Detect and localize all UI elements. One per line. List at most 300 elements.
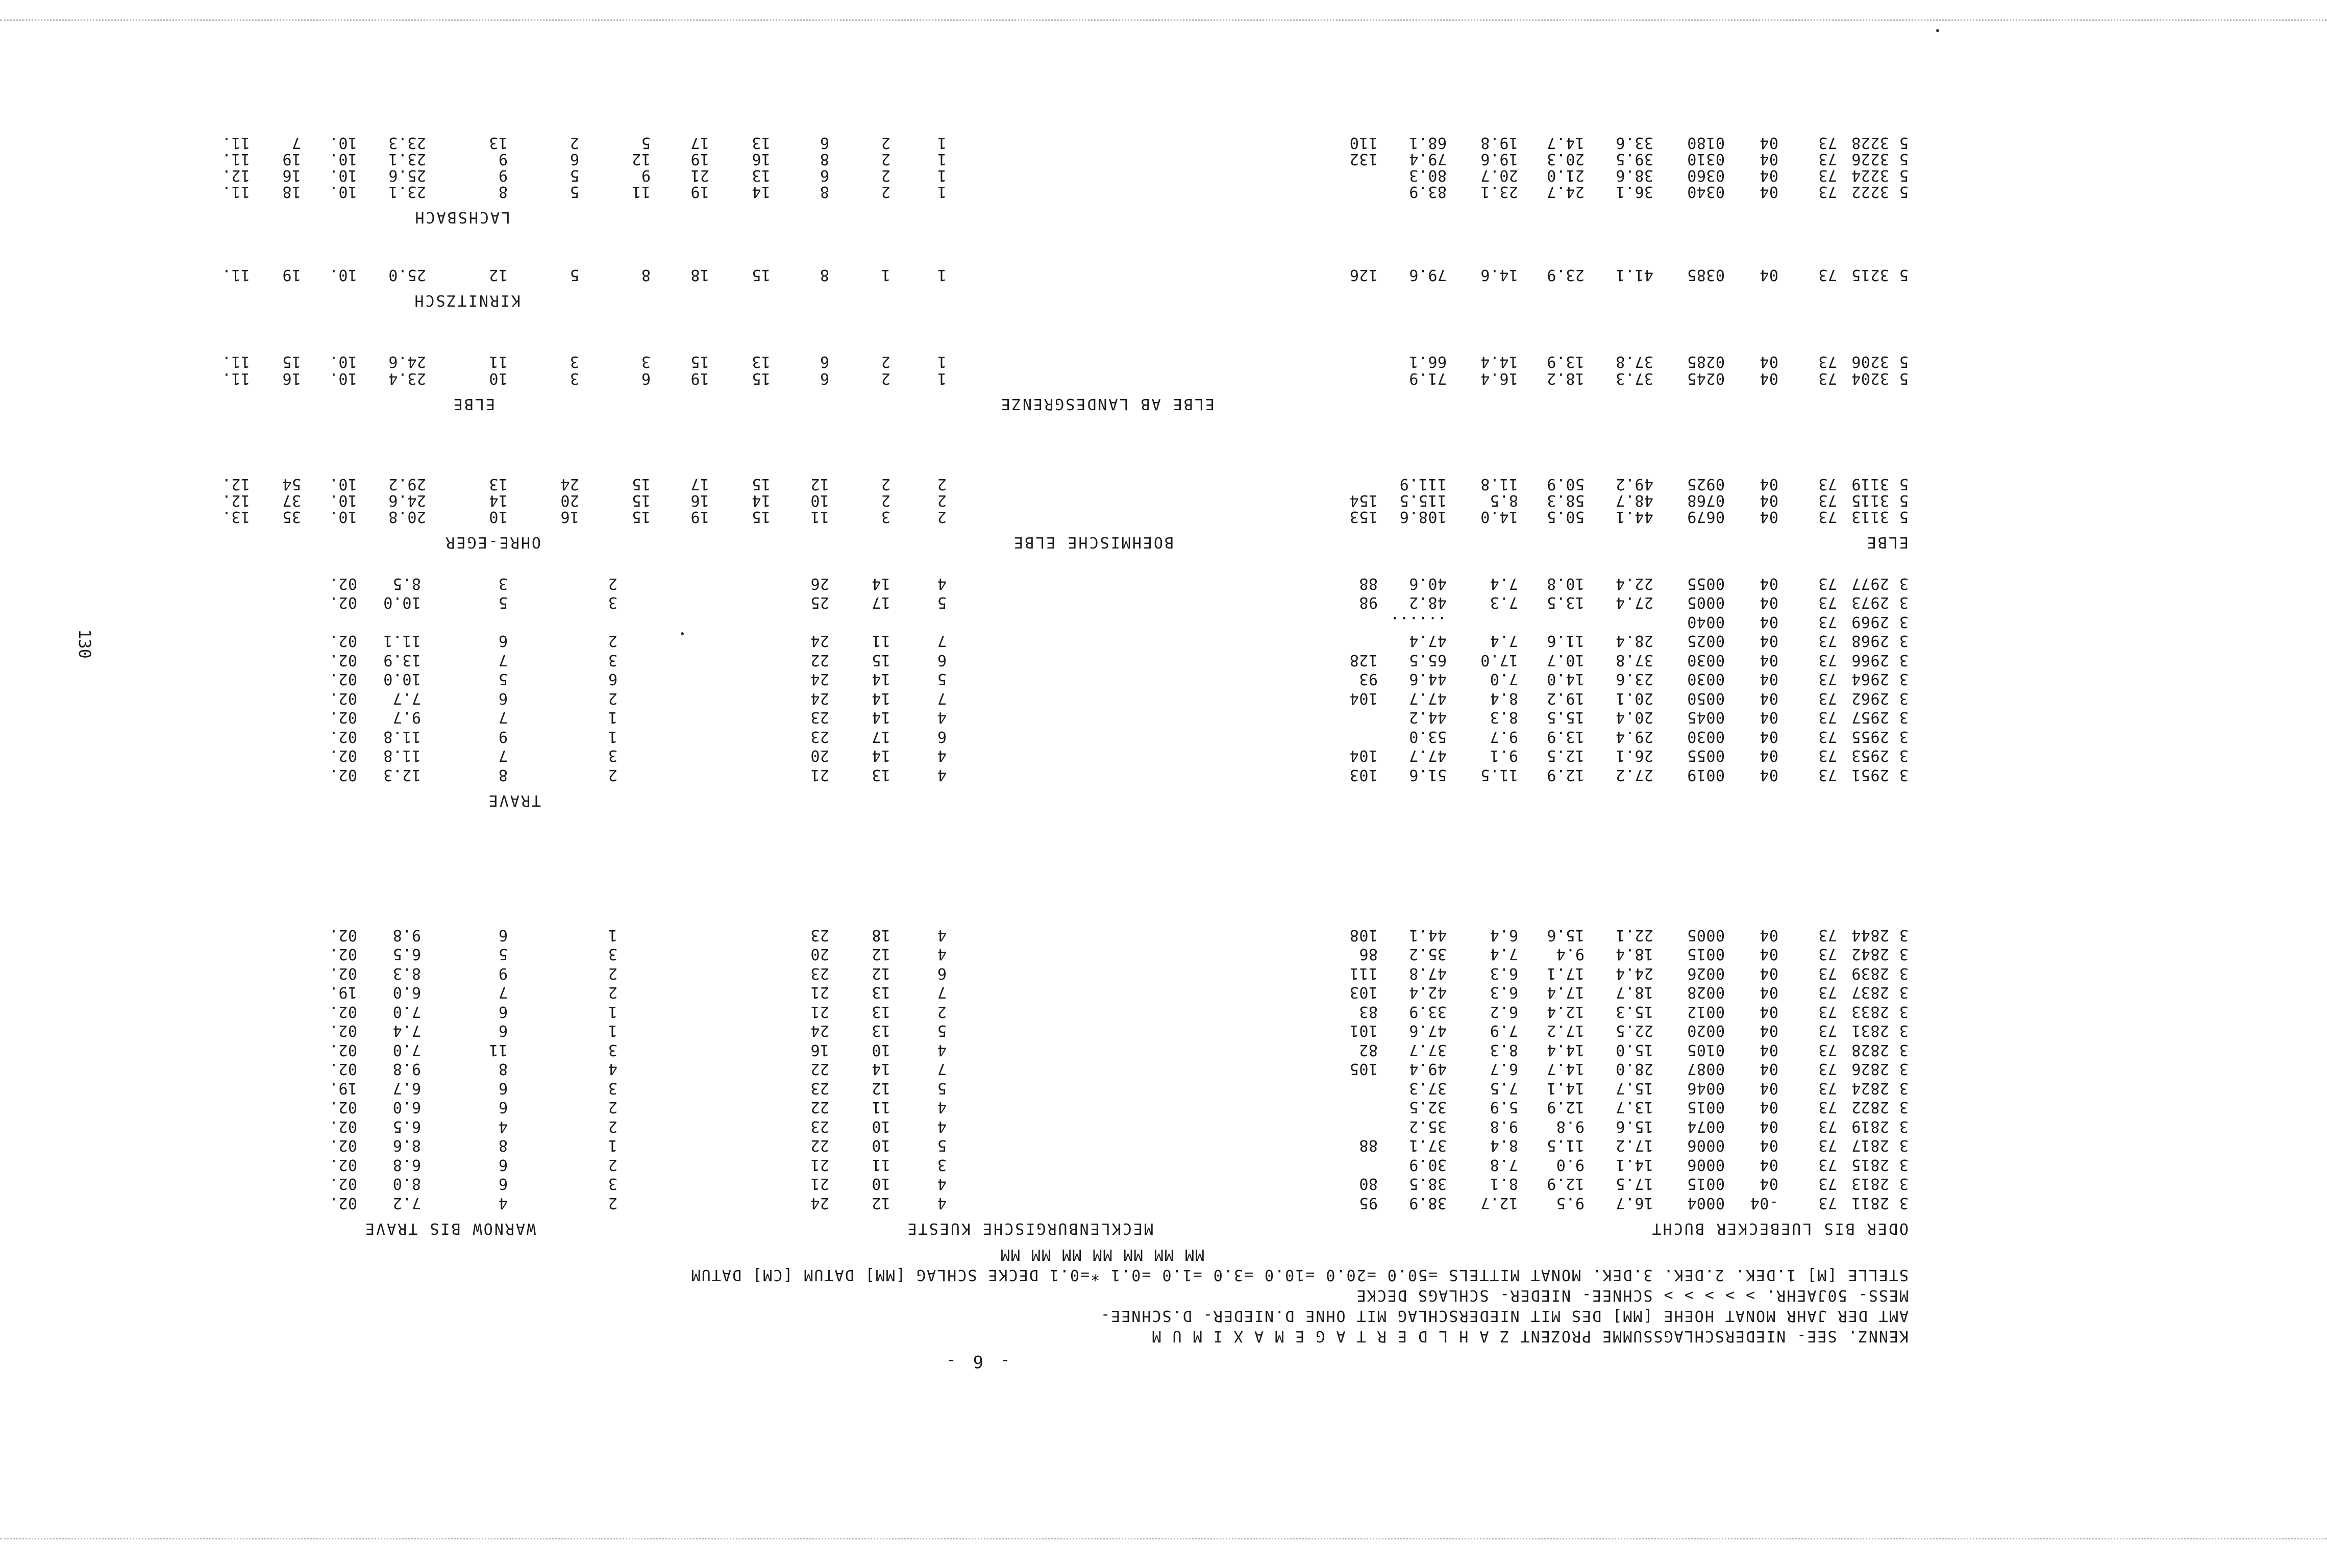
table-cell: 11 bbox=[871, 1098, 890, 1116]
table-cell: 04 bbox=[1759, 1117, 1778, 1135]
table-cell: 25 bbox=[810, 593, 829, 612]
table-cell: 10.0 bbox=[383, 593, 421, 612]
table-cell: 2 bbox=[937, 508, 947, 526]
table-cell: 12 bbox=[871, 1079, 890, 1097]
table-cell: 0020 bbox=[1687, 1022, 1725, 1040]
table-cell: 2 bbox=[608, 1156, 617, 1174]
table-cell: 21 bbox=[810, 766, 829, 784]
table-cell: 4 bbox=[937, 945, 947, 963]
table-cell: 19.2 bbox=[1546, 689, 1585, 707]
table-cell: 0006 bbox=[1687, 1156, 1725, 1174]
table-cell: 2839 bbox=[1851, 964, 1889, 982]
table-cell: 6 bbox=[820, 353, 829, 370]
table-cell: 7 bbox=[937, 1060, 947, 1078]
table-cell: 3 bbox=[1899, 1098, 1909, 1116]
table-cell: 04 bbox=[1759, 183, 1778, 201]
header-line: STELLE [M] 1.DEK. 2.DEK. 3.DEK. MONAT MITTELS =50.0 =20.0 =10.0 =3.0 =1.0 =0.1 *=0.1 DECKE SCHLAG [MM] DATUM [CM] DATUM bbox=[690, 1266, 1909, 1284]
table-cell: 11 bbox=[871, 632, 890, 650]
table-cell: 73 bbox=[1818, 746, 1837, 765]
table-cell: 73 bbox=[1818, 1117, 1837, 1135]
table-cell: 10 bbox=[871, 1117, 890, 1135]
table-cell: 13 bbox=[488, 134, 508, 152]
table-cell: 33.6 bbox=[1615, 134, 1653, 152]
table-cell: 5 bbox=[1899, 353, 1909, 370]
table-cell: 15.6 bbox=[1546, 926, 1585, 944]
table-cell: 7 bbox=[498, 983, 508, 1002]
table-cell: 18.7 bbox=[1615, 983, 1653, 1002]
table-cell: 47.8 bbox=[1408, 964, 1447, 982]
table-cell: 73 bbox=[1818, 150, 1837, 168]
table-cell: 0030 bbox=[1687, 670, 1725, 688]
table-cell: 0015 bbox=[1687, 1098, 1725, 1116]
table-cell: 23 bbox=[810, 964, 829, 982]
table-cell: 25.0 bbox=[388, 266, 426, 284]
table-cell: 19 bbox=[690, 150, 709, 168]
table-cell: 23 bbox=[810, 728, 829, 745]
table-cell: 8 bbox=[820, 266, 829, 284]
table-cell: 3 bbox=[1899, 593, 1909, 612]
table-cell: 73 bbox=[1818, 1194, 1837, 1212]
table-cell: 39.5 bbox=[1615, 150, 1653, 168]
table-cell: 80.3 bbox=[1408, 166, 1447, 184]
table-cell: 8.1 bbox=[1490, 1175, 1518, 1193]
table-row bbox=[0, 984, 2327, 1002]
table-cell: 2831 bbox=[1851, 1022, 1889, 1040]
table-cell: 04 bbox=[1759, 134, 1778, 152]
table-cell: 11.8 bbox=[383, 746, 421, 765]
table-cell: 2 bbox=[608, 632, 617, 650]
table-cell: 23.1 bbox=[388, 183, 426, 201]
table-cell: 5 bbox=[937, 1022, 947, 1040]
header-line: AMT DER JAHR MONAT HOEHE [MM] DES MIT NIEDERSCHLAG MIT OHNE D.NIEDER- D.SCHNEE- bbox=[1100, 1307, 1909, 1325]
table-row bbox=[0, 766, 2327, 784]
table-cell: 44.1 bbox=[1615, 508, 1653, 526]
table-cell: 0004 bbox=[1687, 1194, 1725, 1212]
table-cell: 14.4 bbox=[1546, 1041, 1585, 1059]
table-cell: 93 bbox=[1358, 670, 1378, 688]
table-cell: 2969 bbox=[1851, 613, 1889, 631]
table-cell: 14.1 bbox=[1546, 1079, 1585, 1097]
table-cell: 25.6 bbox=[388, 166, 426, 184]
table-cell: 38.9 bbox=[1408, 1194, 1447, 1212]
table-cell: 2 bbox=[937, 475, 947, 493]
table-cell: 73 bbox=[1818, 670, 1837, 688]
table-cell: 3 bbox=[1899, 689, 1909, 707]
table-cell: 6 bbox=[498, 689, 508, 707]
table-cell: 2 bbox=[608, 575, 617, 592]
table-cell: 2 bbox=[608, 1117, 617, 1135]
table-cell: 02. bbox=[329, 1194, 357, 1212]
table-cell: 11 bbox=[810, 508, 829, 526]
table-cell: 13.7 bbox=[1615, 1098, 1653, 1116]
table-cell: 1 bbox=[608, 728, 617, 745]
table-cell: 5 bbox=[937, 1136, 947, 1155]
table-cell: 0074 bbox=[1687, 1117, 1725, 1135]
table-row bbox=[0, 671, 2327, 688]
table-cell: 30.9 bbox=[1408, 1156, 1447, 1174]
table-cell: 22.4 bbox=[1615, 575, 1653, 592]
table-cell: 11. bbox=[221, 369, 250, 387]
table-cell: 19 bbox=[282, 266, 301, 284]
table-cell: 16.4 bbox=[1480, 369, 1518, 387]
table-cell: 0245 bbox=[1687, 369, 1725, 387]
table-cell: 0015 bbox=[1687, 945, 1725, 963]
table-cell: 1 bbox=[608, 1003, 617, 1021]
table-cell: 13 bbox=[871, 1022, 890, 1040]
table-cell: 8.4 bbox=[1490, 689, 1518, 707]
table-cell: 68.1 bbox=[1408, 134, 1447, 152]
table-cell: 36.1 bbox=[1615, 183, 1653, 201]
table-cell: 0040 bbox=[1687, 613, 1725, 631]
table-cell: 35 bbox=[282, 508, 301, 526]
table-cell: 12 bbox=[810, 475, 829, 493]
table-row bbox=[0, 508, 2327, 526]
table-cell: 20.3 bbox=[1546, 150, 1585, 168]
table-cell: 83 bbox=[1358, 1003, 1378, 1021]
table-cell: 17 bbox=[871, 728, 890, 745]
table-cell: 13. bbox=[221, 508, 250, 526]
table-cell: 02. bbox=[329, 1022, 357, 1040]
table-cell: 02. bbox=[329, 1156, 357, 1174]
table-row bbox=[0, 134, 2327, 152]
section-label: ELBE bbox=[452, 395, 495, 413]
table-cell: 4 bbox=[937, 708, 947, 727]
table-cell: 04 bbox=[1759, 150, 1778, 168]
table-cell: 17 bbox=[871, 593, 890, 612]
table-cell: 04 bbox=[1759, 708, 1778, 727]
table-cell: 1 bbox=[937, 183, 947, 201]
table-cell: 16 bbox=[810, 1041, 829, 1059]
table-cell: 2819 bbox=[1851, 1117, 1889, 1135]
table-cell: 20.7 bbox=[1480, 166, 1518, 184]
table-cell: 50.9 bbox=[1546, 475, 1585, 493]
table-cell: 3 bbox=[1899, 983, 1909, 1002]
table-cell: 40.6 bbox=[1408, 575, 1447, 592]
table-cell: 22 bbox=[810, 651, 829, 669]
table-cell: 86 bbox=[1358, 945, 1378, 963]
table-cell: 4 bbox=[937, 1175, 947, 1193]
table-cell: 0105 bbox=[1687, 1041, 1725, 1059]
table-cell: 104 bbox=[1349, 689, 1378, 707]
table-cell: 154 bbox=[1349, 491, 1378, 509]
table-cell: 17.0 bbox=[1480, 651, 1518, 669]
table-cell: 5 bbox=[1899, 508, 1909, 526]
table-cell: 9.8 bbox=[392, 926, 421, 944]
table-cell: 8 bbox=[498, 766, 508, 784]
table-cell: 21.0 bbox=[1546, 166, 1585, 184]
table-cell: 73 bbox=[1818, 728, 1837, 745]
table-cell: 14 bbox=[751, 491, 771, 509]
table-cell: 2 bbox=[937, 491, 947, 509]
table-cell: 02. bbox=[329, 689, 357, 707]
table-cell: 42.4 bbox=[1408, 983, 1447, 1002]
table-cell: 10. bbox=[329, 150, 357, 168]
table-cell: 1 bbox=[608, 708, 617, 727]
table-cell: 2964 bbox=[1851, 670, 1889, 688]
table-cell: 04 bbox=[1759, 1022, 1778, 1040]
table-cell: 6.5 bbox=[392, 945, 421, 963]
table-cell: 04 bbox=[1759, 475, 1778, 493]
table-cell: 0180 bbox=[1687, 134, 1725, 152]
table-cell: 04 bbox=[1759, 266, 1778, 284]
table-cell: 2966 bbox=[1851, 651, 1889, 669]
table-cell: 6 bbox=[937, 964, 947, 982]
table-cell: 73 bbox=[1818, 983, 1837, 1002]
table-cell: 02. bbox=[329, 728, 357, 745]
table-cell: 13 bbox=[751, 134, 771, 152]
header-line: MM MM MM MM MM MM MM bbox=[999, 1246, 1204, 1263]
table-cell: 6.7 bbox=[392, 1079, 421, 1097]
table-cell: 101 bbox=[1349, 1022, 1378, 1040]
table-cell: 4 bbox=[937, 1117, 947, 1135]
table-row bbox=[0, 183, 2327, 201]
table-cell: 3 bbox=[570, 353, 579, 370]
table-cell: 9 bbox=[641, 166, 651, 184]
table-cell: 15 bbox=[751, 369, 771, 387]
table-cell: 73 bbox=[1818, 1041, 1837, 1059]
table-cell: 73 bbox=[1818, 1022, 1837, 1040]
table-cell: 2968 bbox=[1851, 632, 1889, 650]
table-cell: 21 bbox=[810, 983, 829, 1002]
table-cell: 10 bbox=[488, 508, 508, 526]
table-cell: 5 bbox=[1899, 266, 1909, 284]
table-cell: 0006 bbox=[1687, 1136, 1725, 1155]
table-cell: 13 bbox=[871, 766, 890, 784]
table-cell: 49.2 bbox=[1615, 475, 1653, 493]
table-cell: 71.9 bbox=[1408, 369, 1447, 387]
table-cell: 1 bbox=[608, 926, 617, 944]
table-cell: 0046 bbox=[1687, 1079, 1725, 1097]
table-cell: 04 bbox=[1759, 766, 1778, 784]
table-cell: 9.4 bbox=[1556, 945, 1585, 963]
table-cell: 3115 bbox=[1851, 491, 1889, 509]
table-cell: 19 bbox=[690, 369, 709, 387]
table-cell: 9 bbox=[498, 964, 508, 982]
table-cell: 37.8 bbox=[1615, 651, 1653, 669]
table-cell: 3 bbox=[1899, 1003, 1909, 1021]
table-cell: 73 bbox=[1818, 475, 1837, 493]
table-cell: 18.4 bbox=[1615, 945, 1653, 963]
table-cell: 14 bbox=[871, 689, 890, 707]
table-cell: 04 bbox=[1759, 1060, 1778, 1078]
table-cell: 24 bbox=[810, 632, 829, 650]
table-cell: 27.4 bbox=[1615, 593, 1653, 612]
table-cell: 04 bbox=[1759, 1136, 1778, 1155]
table-cell: 12 bbox=[488, 266, 508, 284]
table-cell: 14.6 bbox=[1480, 266, 1518, 284]
table-cell: 2824 bbox=[1851, 1079, 1889, 1097]
header-line: MESS- 50JAEHR. > > > > > SCHNEE- NIEDER- SCHLAGS DECKE bbox=[1355, 1286, 1909, 1304]
table-cell: 12. bbox=[221, 166, 250, 184]
table-cell: 14 bbox=[871, 670, 890, 688]
table-cell: 12 bbox=[871, 964, 890, 982]
table-cell: 73 bbox=[1818, 266, 1837, 284]
table-cell: 7 bbox=[498, 651, 508, 669]
table-cell: 0055 bbox=[1687, 746, 1725, 765]
section-label: OHRE-EGER bbox=[444, 533, 541, 551]
table-cell: 04 bbox=[1759, 746, 1778, 765]
table-cell: 15 bbox=[751, 266, 771, 284]
table-cell: 108 bbox=[1349, 926, 1378, 944]
table-cell: 79.6 bbox=[1408, 266, 1447, 284]
table-row bbox=[0, 1099, 2327, 1116]
table-cell: 02. bbox=[329, 1117, 357, 1135]
table-cell: 12.9 bbox=[1546, 1098, 1585, 1116]
table-cell: 3215 bbox=[1851, 266, 1889, 284]
table-row bbox=[0, 492, 2327, 509]
header-line: KENNZ. SEE- NIEDERSCHLAGSSUMME PROZENT Z A H L D E R T A G E M A X I M U M bbox=[1151, 1327, 1909, 1345]
table-cell: 24 bbox=[810, 1022, 829, 1040]
table-cell: 35.2 bbox=[1408, 1117, 1447, 1135]
table-cell: 108.6 bbox=[1399, 508, 1447, 526]
table-cell: 04 bbox=[1759, 728, 1778, 745]
table-cell: 22 bbox=[810, 1098, 829, 1116]
table-cell: 2815 bbox=[1851, 1156, 1889, 1174]
table-cell: 22.1 bbox=[1615, 926, 1653, 944]
table-cell: 14 bbox=[871, 746, 890, 765]
table-cell: 19. bbox=[329, 1079, 357, 1097]
table-cell: 02. bbox=[329, 964, 357, 982]
table-cell: 15.7 bbox=[1615, 1079, 1653, 1097]
table-cell: 23.3 bbox=[388, 134, 426, 152]
table-cell: 16 bbox=[690, 491, 709, 509]
table-cell: 23 bbox=[810, 1079, 829, 1097]
section-label: WARNOW BIS TRAVE bbox=[364, 1219, 536, 1237]
table-cell: 5 bbox=[1899, 166, 1909, 184]
table-cell: 14.0 bbox=[1546, 670, 1585, 688]
table-cell: 7 bbox=[291, 134, 301, 152]
table-cell: 44.2 bbox=[1408, 708, 1447, 727]
section-label: ELBE AB LANDESGRENZE bbox=[999, 395, 1215, 413]
table-cell: 5 bbox=[937, 1079, 947, 1097]
table-cell: 28.4 bbox=[1615, 632, 1653, 650]
table-cell: 2953 bbox=[1851, 746, 1889, 765]
table-cell: 58.3 bbox=[1546, 491, 1585, 509]
table-cell: 3 bbox=[641, 353, 651, 370]
table-cell: 04 bbox=[1759, 369, 1778, 387]
table-cell: 02. bbox=[329, 1060, 357, 1078]
table-cell: 0019 bbox=[1687, 766, 1725, 784]
table-cell: 2 bbox=[881, 150, 890, 168]
table-cell: 5 bbox=[1899, 475, 1909, 493]
table-cell: 6 bbox=[820, 166, 829, 184]
table-row bbox=[0, 353, 2327, 370]
table-cell: 2826 bbox=[1851, 1060, 1889, 1078]
table-cell: 0679 bbox=[1687, 508, 1725, 526]
table-cell: 8 bbox=[498, 1136, 508, 1155]
table-cell: 73 bbox=[1818, 1098, 1837, 1116]
table-cell: 6 bbox=[498, 1098, 508, 1116]
table-cell: 8 bbox=[820, 183, 829, 201]
table-row bbox=[0, 690, 2327, 707]
table-cell: 19.8 bbox=[1480, 134, 1518, 152]
table-cell: 10 bbox=[871, 1175, 890, 1193]
table-cell: 5 bbox=[498, 670, 508, 688]
table-cell: 18 bbox=[282, 183, 301, 201]
table-cell: 8.5 bbox=[392, 575, 421, 592]
table-cell: 02. bbox=[329, 1003, 357, 1021]
table-cell: 04 bbox=[1759, 632, 1778, 650]
table-cell: 04 bbox=[1759, 1079, 1778, 1097]
table-cell: 1 bbox=[881, 266, 890, 284]
table-cell: 79.4 bbox=[1408, 150, 1447, 168]
table-cell: 02. bbox=[329, 746, 357, 765]
section-label: ODER BIS LUEBECKER BUCHT bbox=[1650, 1219, 1909, 1237]
table-cell: 0285 bbox=[1687, 353, 1725, 370]
section-label: ELBE bbox=[1865, 533, 1909, 551]
table-cell: 6 bbox=[498, 1003, 508, 1021]
table-cell: 3 bbox=[1899, 1136, 1909, 1155]
table-cell: 02. bbox=[329, 1175, 357, 1193]
table-cell: 5 bbox=[1899, 183, 1909, 201]
table-cell: 11.8 bbox=[1480, 475, 1518, 493]
table-cell: 14 bbox=[871, 1060, 890, 1078]
table-cell: 105 bbox=[1349, 1060, 1378, 1078]
table-cell: 5 bbox=[1899, 491, 1909, 509]
table-cell: 6.0 bbox=[392, 1098, 421, 1116]
table-cell: 10.0 bbox=[383, 670, 421, 688]
table-row bbox=[0, 652, 2327, 669]
table-cell: 2822 bbox=[1851, 1098, 1889, 1116]
table-cell: 13 bbox=[871, 1003, 890, 1021]
table-cell: 17 bbox=[690, 134, 709, 152]
table-cell: 04 bbox=[1759, 1003, 1778, 1021]
table-cell: 3119 bbox=[1851, 475, 1889, 493]
table-cell: 9.0 bbox=[1556, 1156, 1585, 1174]
table-cell: 5 bbox=[570, 266, 579, 284]
table-cell: 7.0 bbox=[1490, 670, 1518, 688]
table-cell: 11. bbox=[221, 266, 250, 284]
table-cell: 7.4 bbox=[1490, 632, 1518, 650]
table-cell: 3228 bbox=[1851, 134, 1889, 152]
table-cell: 37.8 bbox=[1615, 353, 1653, 370]
table-cell: 0015 bbox=[1687, 1175, 1725, 1193]
table-cell: 20.4 bbox=[1615, 708, 1653, 727]
table-cell: 0925 bbox=[1687, 475, 1725, 493]
table-cell: 2 bbox=[937, 1003, 947, 1021]
table-cell: 1 bbox=[937, 266, 947, 284]
table-cell: 11. bbox=[221, 134, 250, 152]
table-cell: 04 bbox=[1759, 945, 1778, 963]
table-cell: 7.9 bbox=[1490, 1022, 1518, 1040]
table-cell: 23.1 bbox=[388, 150, 426, 168]
table-cell: 9.8 bbox=[392, 1060, 421, 1078]
table-cell: 10 bbox=[871, 1041, 890, 1059]
table-cell: 02. bbox=[329, 1041, 357, 1059]
table-cell: 126 bbox=[1349, 266, 1378, 284]
table-cell: 48.7 bbox=[1615, 491, 1653, 509]
table-cell: 11. bbox=[221, 150, 250, 168]
table-cell: 0045 bbox=[1687, 708, 1725, 727]
table-cell: 6.7 bbox=[1490, 1060, 1518, 1078]
scan-speck bbox=[1936, 29, 1939, 32]
table-cell: 37.1 bbox=[1408, 1136, 1447, 1155]
table-cell: 6 bbox=[937, 728, 947, 745]
table-cell: 6 bbox=[498, 1079, 508, 1097]
table-cell: 115.5 bbox=[1399, 491, 1447, 509]
table-cell: 5 bbox=[570, 166, 579, 184]
table-cell: 103 bbox=[1349, 766, 1378, 784]
table-cell: 29.4 bbox=[1615, 728, 1653, 745]
table-cell: 33.9 bbox=[1408, 1003, 1447, 1021]
table-cell: 2973 bbox=[1851, 593, 1889, 612]
table-cell: 04 bbox=[1759, 670, 1778, 688]
table-cell: 5 bbox=[1899, 150, 1909, 168]
table-cell: 7 bbox=[498, 746, 508, 765]
table-cell: 7.4 bbox=[1490, 575, 1518, 592]
table-cell: 3 bbox=[498, 575, 508, 592]
table-cell: 0310 bbox=[1687, 150, 1725, 168]
